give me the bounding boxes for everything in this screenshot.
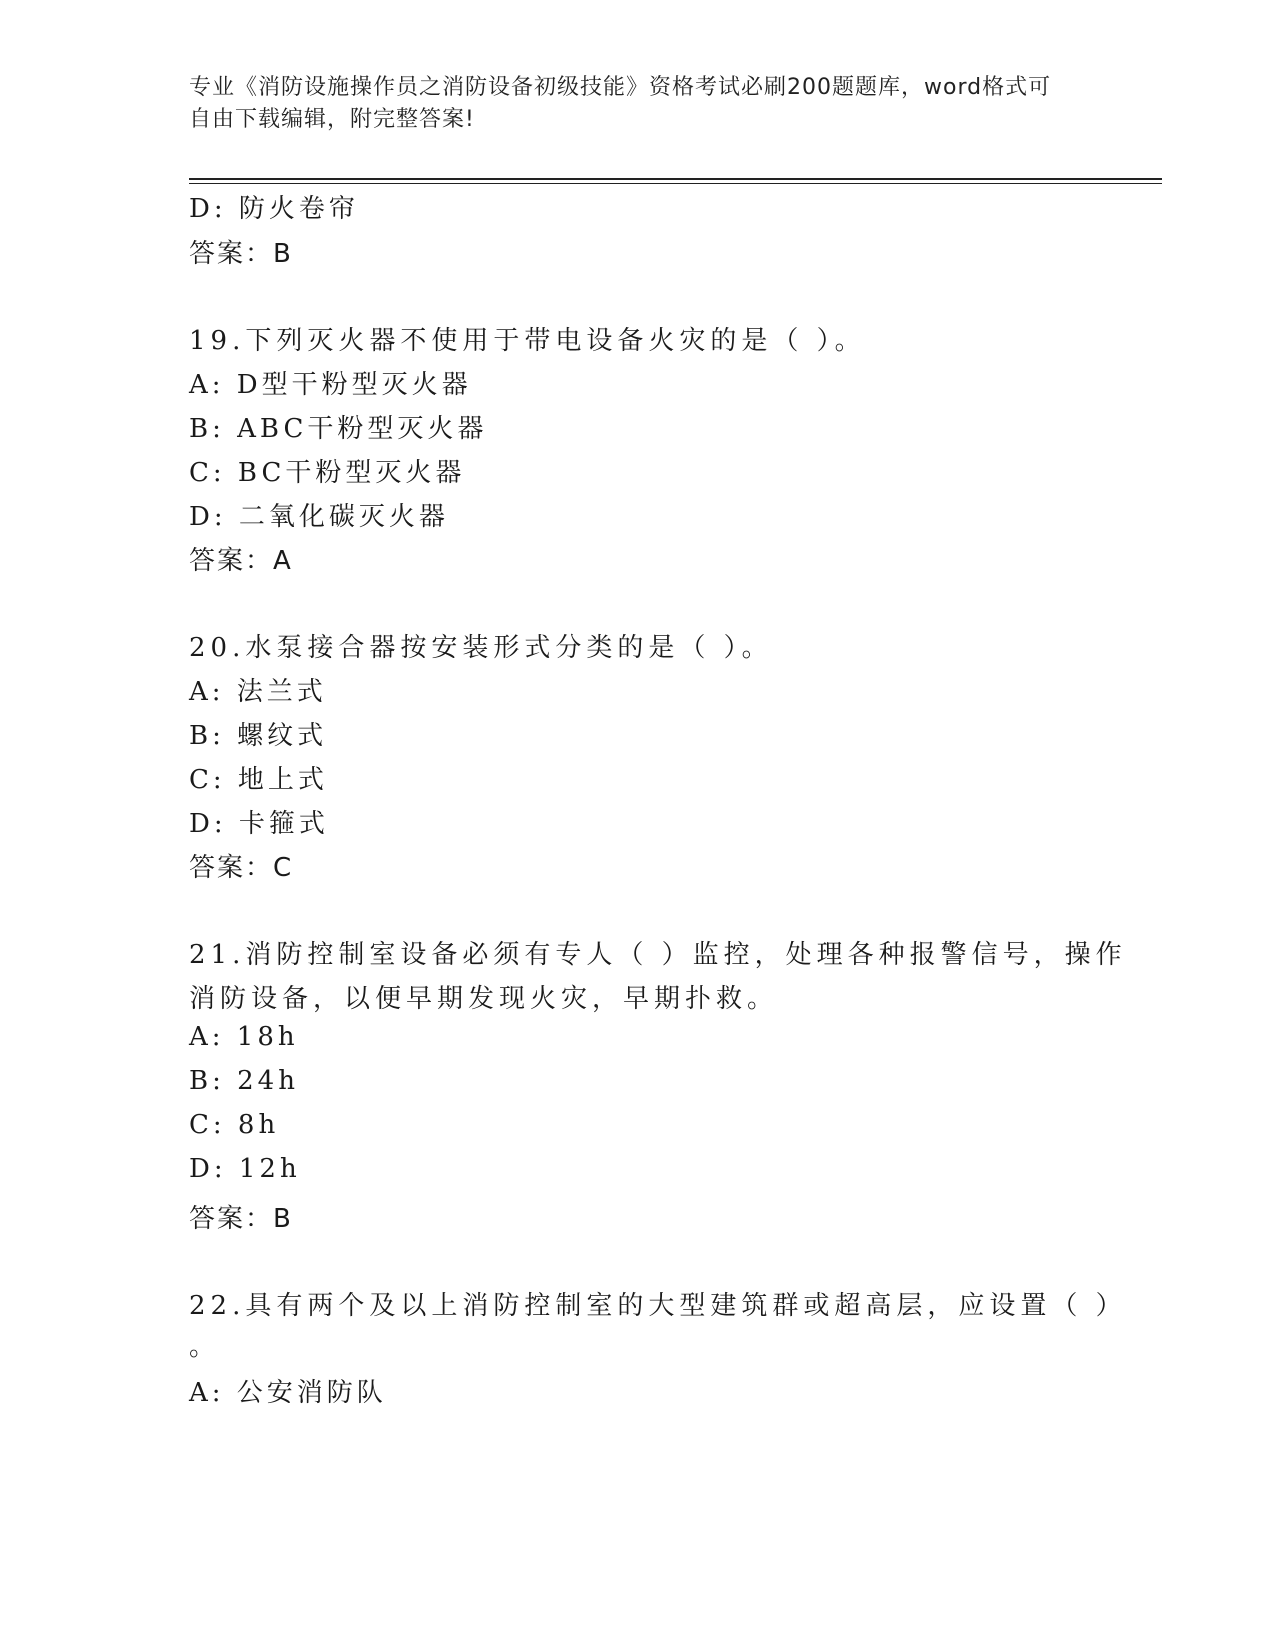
option-d: D: 二氧化碳灭火器: [189, 502, 449, 532]
option-a: A: 18h: [189, 1022, 299, 1052]
answer-line: 答案：B: [189, 1204, 293, 1234]
question-stem: 19.下列灭火器不使用于带电设备火灾的是（ ）。: [189, 326, 866, 356]
answer-line: 答案：A: [189, 546, 293, 576]
option-d: D: 12h: [189, 1154, 301, 1184]
option-b: B: 24h: [189, 1066, 299, 1096]
option-a: A: D型干粉型灭火器: [189, 370, 472, 400]
option-b: B: 螺纹式: [189, 721, 328, 751]
option-d: D: 卡箍式: [189, 809, 329, 839]
option-a: A: 公安消防队: [189, 1378, 387, 1408]
question-stem: 22.具有两个及以上消防控制室的大型建筑群或超高层，应设置（ ）: [189, 1291, 1127, 1321]
page-header: 专业《消防设施操作员之消防设备初级技能》资格考试必刷200题题库，word格式可自由下载编辑，附完整答案!: [189, 75, 1052, 132]
answer-line: 答案：C: [189, 853, 294, 883]
option-b: B: ABC干粉型灭火器: [189, 414, 488, 444]
header-divider: [189, 178, 1162, 180]
option-a: A: 法兰式: [189, 677, 327, 707]
option-c: C: BC干粉型灭火器: [189, 458, 466, 488]
header-divider-thin: [189, 183, 1162, 184]
option-c: C: 8h: [189, 1110, 280, 1140]
question-stem: 21.消防控制室设备必须有专人（ ）监控，处理各种报警信号，操作: [189, 940, 1127, 970]
answer-line: 答案：B: [189, 239, 293, 269]
question-stem: 20.水泵接合器按安装形式分类的是（ ）。: [189, 633, 773, 663]
option-d: D: 防火卷帘: [189, 194, 359, 224]
question-stem-continued: 。: [189, 1332, 221, 1362]
option-c: C: 地上式: [189, 765, 328, 795]
question-stem-continued: 消防设备，以便早期发现火灾，早期扑救。: [189, 984, 779, 1014]
